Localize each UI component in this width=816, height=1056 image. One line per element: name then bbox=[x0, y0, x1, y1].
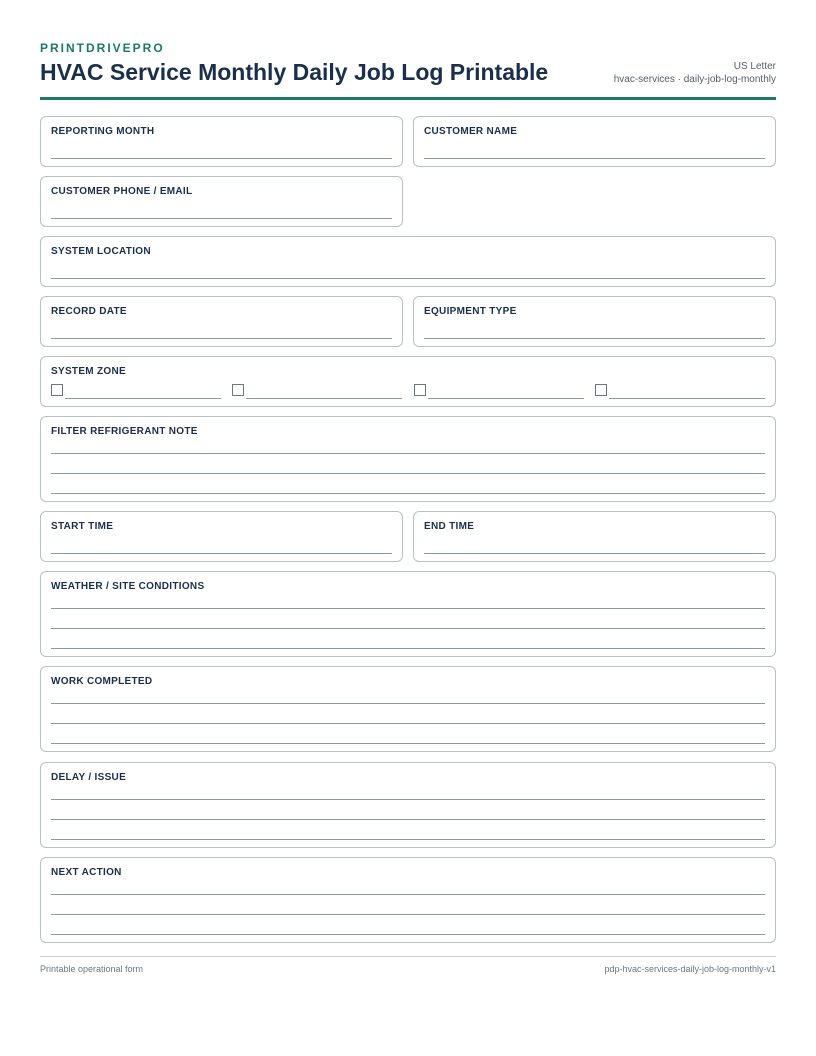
system-location-card bbox=[40, 236, 776, 287]
footer-form-id: pdp-hvac-services-daily-job-log-monthly-v1 bbox=[604, 964, 776, 974]
end-time-input-line[interactable] bbox=[424, 553, 765, 554]
footer-description: Printable operational form bbox=[40, 964, 144, 974]
customer-contact-input-line[interactable] bbox=[51, 218, 392, 219]
weather-site-conditions-line-3[interactable] bbox=[51, 648, 765, 649]
next-action-label: NEXT ACTION bbox=[51, 867, 122, 878]
brand-name: PRINTDRIVEPRO bbox=[40, 41, 165, 55]
record-date-card bbox=[40, 296, 403, 347]
footer-divider bbox=[40, 956, 776, 957]
document-path: hvac-services · daily-job-log-monthly bbox=[613, 74, 776, 85]
weather-site-conditions-line-1[interactable] bbox=[51, 608, 765, 609]
system-zone-option-line-2[interactable] bbox=[246, 398, 402, 399]
next-action-line-3[interactable] bbox=[51, 934, 765, 935]
weather-site-conditions-label: WEATHER / SITE CONDITIONS bbox=[51, 581, 205, 592]
system-zone-card bbox=[40, 356, 776, 407]
customer-contact-label: CUSTOMER PHONE / EMAIL bbox=[51, 186, 193, 197]
system-zone-checkbox-2[interactable] bbox=[232, 384, 244, 396]
page-title: HVAC Service Monthly Daily Job Log Printable bbox=[40, 59, 549, 85]
delay-issue-line-3[interactable] bbox=[51, 839, 765, 840]
system-location-label: SYSTEM LOCATION bbox=[51, 246, 151, 257]
customer-name-input-line[interactable] bbox=[424, 158, 765, 159]
start-time-label: START TIME bbox=[51, 521, 114, 532]
weather-site-conditions-line-2[interactable] bbox=[51, 628, 765, 629]
customer-contact-card bbox=[40, 176, 403, 227]
start-time-card bbox=[40, 511, 403, 562]
filter-refrigerant-note-line-1[interactable] bbox=[51, 453, 765, 454]
system-zone-checkbox-4[interactable] bbox=[595, 384, 607, 396]
equipment-type-label: EQUIPMENT TYPE bbox=[424, 306, 517, 317]
filter-refrigerant-note-line-3[interactable] bbox=[51, 493, 765, 494]
end-time-card bbox=[413, 511, 776, 562]
work-completed-label: WORK COMPLETED bbox=[51, 676, 153, 687]
document-meta bbox=[614, 60, 776, 86]
system-zone-label: SYSTEM ZONE bbox=[51, 366, 126, 377]
filter-refrigerant-note-card bbox=[40, 416, 776, 502]
next-action-line-2[interactable] bbox=[51, 914, 765, 915]
system-location-input-line[interactable] bbox=[51, 278, 765, 279]
end-time-label: END TIME bbox=[424, 521, 475, 532]
reporting-month-label: REPORTING MONTH bbox=[51, 126, 155, 137]
reporting-month-card bbox=[40, 116, 403, 167]
work-completed-line-1[interactable] bbox=[51, 703, 765, 704]
customer-name-label: CUSTOMER NAME bbox=[424, 126, 518, 137]
system-zone-option-line-3[interactable] bbox=[428, 398, 584, 399]
equipment-type-card bbox=[413, 296, 776, 347]
start-time-input-line[interactable] bbox=[51, 553, 392, 554]
work-completed-line-2[interactable] bbox=[51, 723, 765, 724]
weather-site-conditions-card bbox=[40, 571, 776, 657]
record-date-label: RECORD DATE bbox=[51, 306, 127, 317]
reporting-month-input-line[interactable] bbox=[51, 158, 392, 159]
next-action-card bbox=[40, 857, 776, 943]
system-zone-option-line-1[interactable] bbox=[65, 398, 221, 399]
customer-name-card bbox=[413, 116, 776, 167]
paper-size: US Letter bbox=[733, 61, 776, 72]
system-zone-option-line-4[interactable] bbox=[609, 398, 765, 399]
delay-issue-card bbox=[40, 762, 776, 848]
work-completed-line-3[interactable] bbox=[51, 743, 765, 744]
system-zone-checkbox-1[interactable] bbox=[51, 384, 63, 396]
filter-refrigerant-note-line-2[interactable] bbox=[51, 473, 765, 474]
delay-issue-line-2[interactable] bbox=[51, 819, 765, 820]
record-date-input-line[interactable] bbox=[51, 338, 392, 339]
next-action-line-1[interactable] bbox=[51, 894, 765, 895]
work-completed-card bbox=[40, 666, 776, 752]
header-divider bbox=[40, 97, 776, 100]
system-zone-checkbox-3[interactable] bbox=[414, 384, 426, 396]
delay-issue-label: DELAY / ISSUE bbox=[51, 772, 127, 783]
delay-issue-line-1[interactable] bbox=[51, 799, 765, 800]
filter-refrigerant-note-label: FILTER REFRIGERANT NOTE bbox=[51, 426, 198, 437]
equipment-type-input-line[interactable] bbox=[424, 338, 765, 339]
